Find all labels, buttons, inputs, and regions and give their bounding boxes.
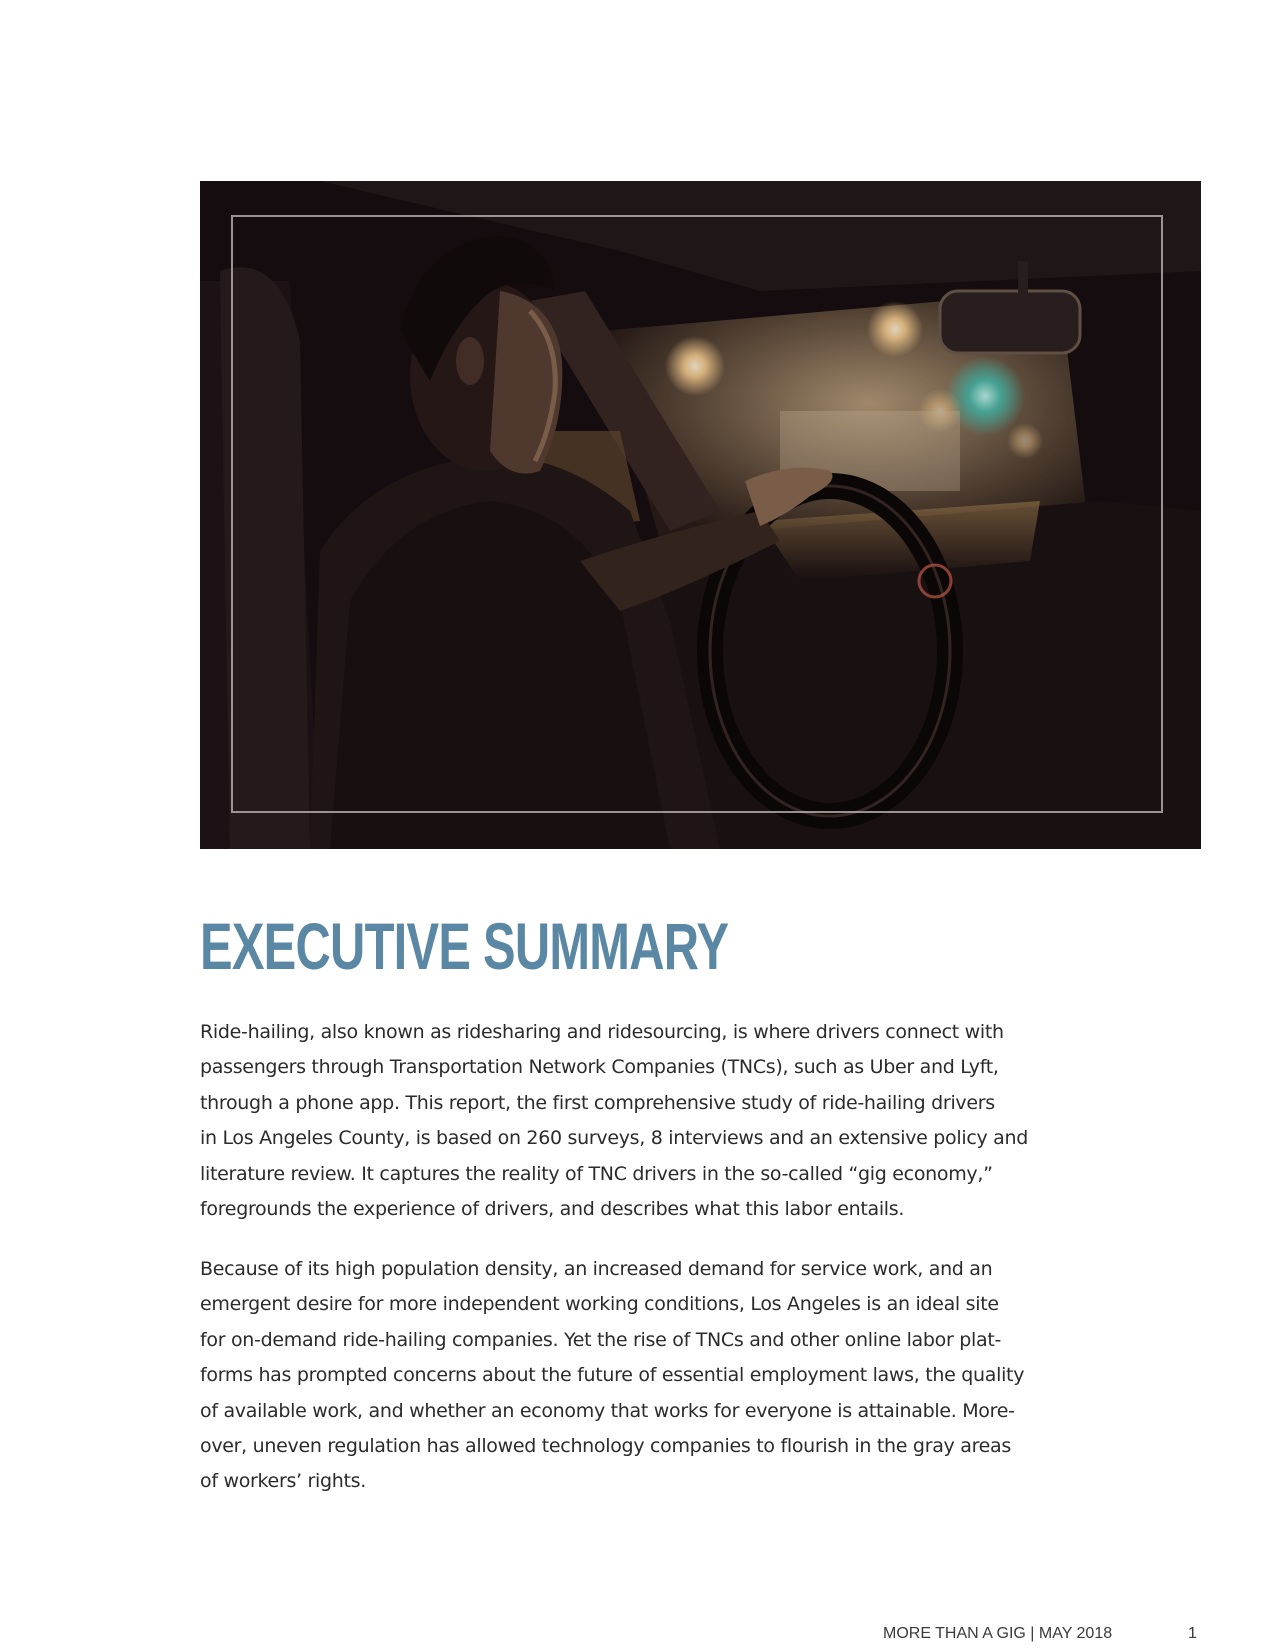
footer-title: MORE THAN A GIG | MAY 2018 (883, 1625, 1113, 1642)
paragraph-line: over, uneven regulation has allowed technology companies to flourish in the gray areas (200, 1435, 1011, 1458)
paragraph-line: Because of its high population density, an increased demand for service work, and an (200, 1258, 993, 1280)
paragraph-line: through a phone app. This report, the first comprehensive study of ride-hailing drivers (200, 1091, 995, 1114)
paragraph-line: foregrounds the experience of drivers, and describes what this labor entails. (200, 1198, 905, 1221)
paragraph-line: of workers’ rights. (200, 1470, 367, 1493)
paragraph-line: of available work, and whether an economy that works for everyone is attainable. More- (200, 1399, 1015, 1422)
paragraph-line: Ride-hailing, also known as ridesharing and ridesourcing, is where drivers connect with (200, 1021, 1004, 1043)
paragraph-2 (200, 1252, 1080, 1500)
night-driver-photo-icon (200, 181, 1201, 849)
cover-photo (200, 181, 1201, 849)
paragraph-line: passengers through Transportation Network Companies (TNCs), such as Uber and Lyft, (200, 1056, 999, 1079)
paragraph-1 (200, 1015, 1080, 1227)
paragraph-line: in Los Angeles County, is based on 260 surveys, 8 interviews and an extensive policy and (200, 1127, 1028, 1150)
paragraph-line: forms has prompted concerns about the future of essential employment laws, the quality (200, 1364, 1025, 1387)
page-title: EXECUTIVE SUMMARY (200, 909, 729, 983)
paragraph-line: literature review. It captures the reality of TNC drivers in the so-called “gig economy,” (200, 1162, 993, 1185)
paragraph-line: emergent desire for more independent working conditions, Los Angeles is an ideal site (200, 1293, 999, 1316)
paragraph-line: for on-demand ride-hailing companies. Yet the rise of TNCs and other online labor plat- (200, 1328, 1002, 1351)
page-number: 1 (1188, 1625, 1197, 1642)
